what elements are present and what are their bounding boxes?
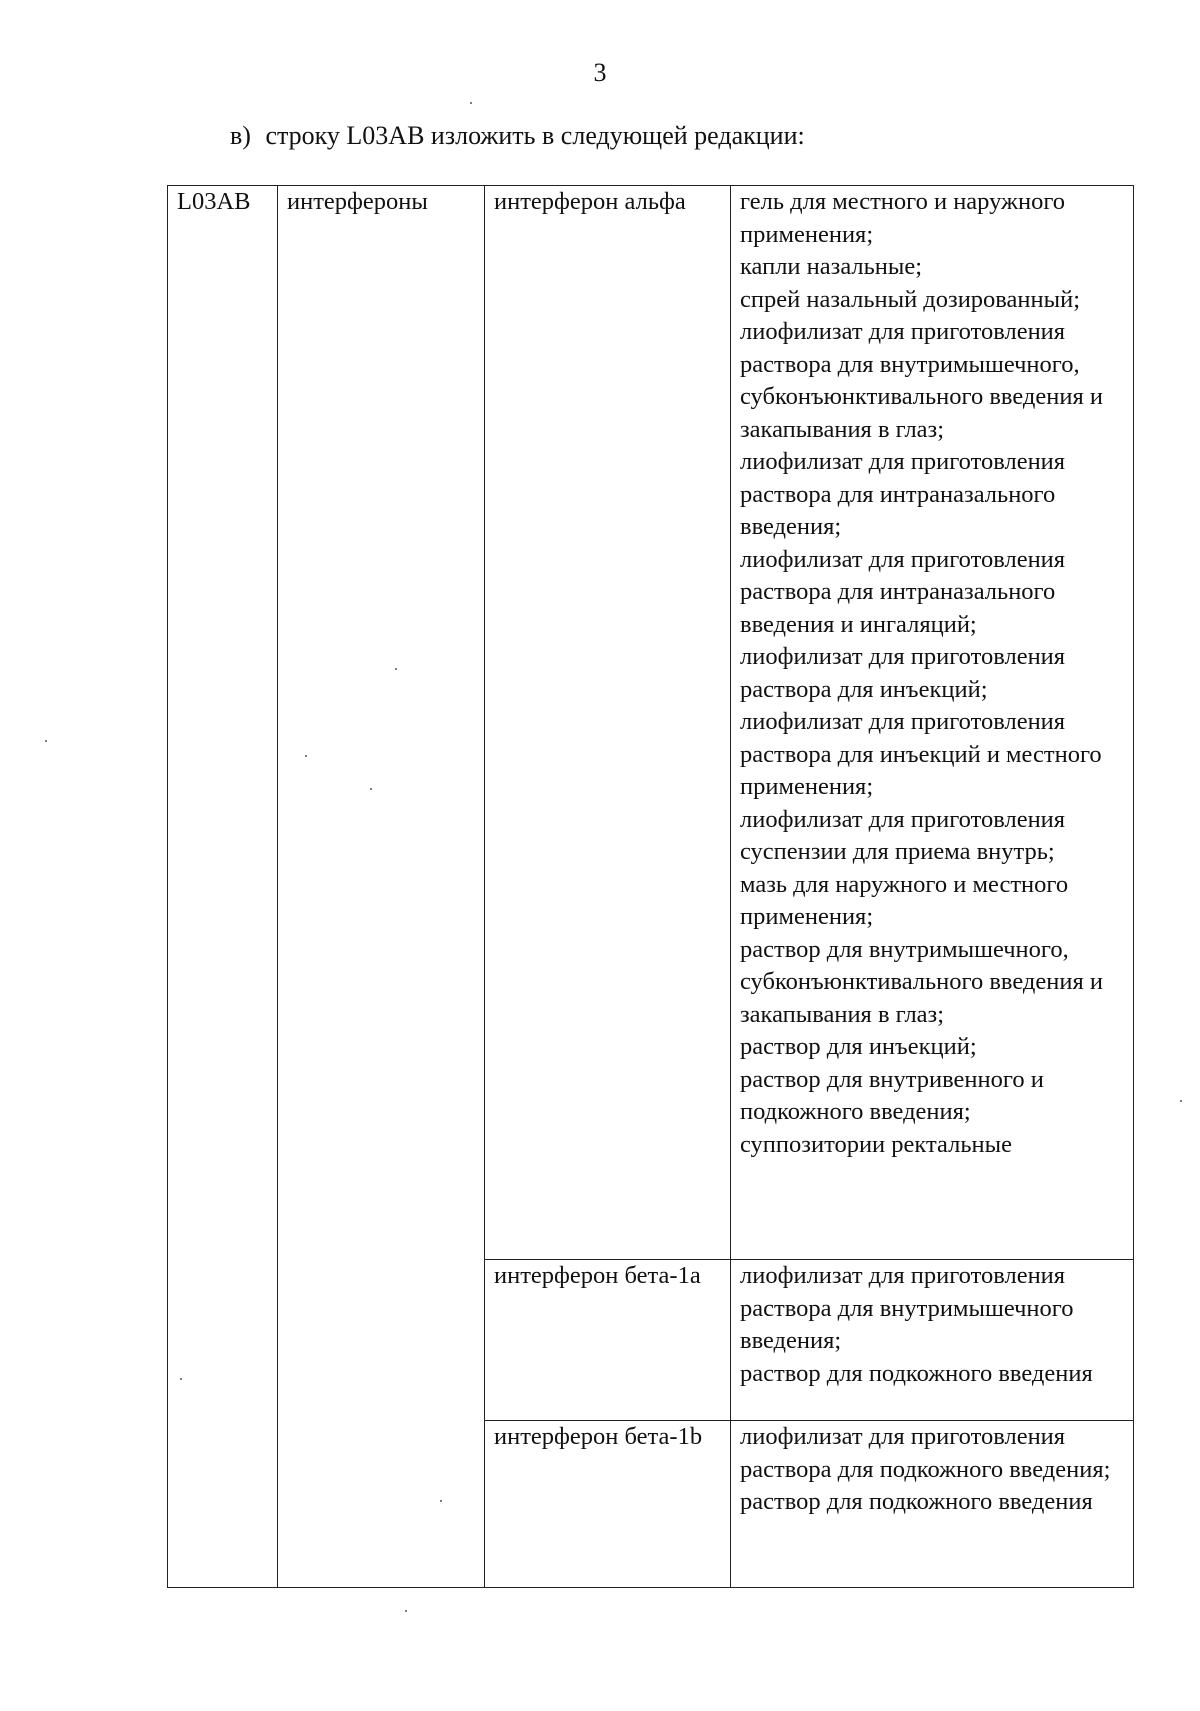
dosage-form: лиофилизат для приготовления раствора для внутримышечного введения; bbox=[740, 1262, 1074, 1354]
drug-name-cell: интерферон бета-1a bbox=[485, 1260, 731, 1421]
scan-speck bbox=[405, 1610, 407, 1612]
scan-speck bbox=[1180, 1100, 1182, 1102]
drug-name-cell: интерферон альфа bbox=[485, 186, 731, 1260]
group-name-cell: интерфероны bbox=[278, 186, 485, 1588]
dosage-form: лиофилизат для приготовления раствора для подкожного введения; bbox=[740, 1423, 1111, 1483]
scan-speck bbox=[45, 740, 47, 742]
dosage-forms-cell bbox=[731, 1421, 1134, 1588]
dosage-form: спрей назальный дозированный; bbox=[740, 285, 1081, 313]
dosage-form: лиофилизат для приготовления раствора для интраназального введения и ингаляций; bbox=[740, 545, 1066, 638]
dosage-form: раствор для подкожного введения bbox=[740, 1359, 1093, 1387]
atc-code-cell: L03AB bbox=[168, 186, 278, 1588]
dosage-form: лиофилизат для приготовления суспензии для приема внутрь; bbox=[740, 805, 1066, 865]
table-row bbox=[168, 186, 1134, 1260]
dosage-form: лиофилизат для приготовления раствора для интраназального введения; bbox=[740, 448, 1066, 540]
dosage-form: раствор для внутримышечного, субконъюнктивального введения и закапывания в глаз; bbox=[740, 935, 1103, 1028]
dosage-form: раствор для инъекций; bbox=[740, 1033, 977, 1060]
dosage-form: суппозитории ректальные bbox=[740, 1130, 1012, 1158]
scan-speck bbox=[370, 788, 372, 790]
dosage-forms-cell bbox=[731, 1260, 1134, 1421]
instruction-line bbox=[230, 120, 805, 152]
dosage-form: лиофилизат для приготовления раствора для внутримышечного, субконъюнктивального введения и закапывания в глаз; bbox=[740, 318, 1103, 443]
instruction-text: строку L03AB изложить в следующей редакции: bbox=[265, 121, 805, 150]
instruction-marker: в) bbox=[230, 121, 251, 150]
dosage-form: лиофилизат для приготовления раствора для инъекций и местного применения; bbox=[740, 708, 1102, 800]
dosage-form: раствор для подкожного введения bbox=[740, 1488, 1093, 1515]
dosage-form: капли назальные; bbox=[740, 253, 923, 280]
scan-speck bbox=[305, 755, 307, 757]
scan-speck bbox=[180, 1378, 182, 1380]
drug-table bbox=[167, 185, 1134, 1588]
dosage-form: мазь для наружного и местного применения; bbox=[740, 870, 1069, 930]
drug-name-cell: интерферон бета-1b bbox=[485, 1421, 731, 1588]
dosage-form: раствор для внутривенного и подкожного введения; bbox=[740, 1065, 1044, 1125]
page-number: 3 bbox=[593, 58, 607, 87]
dosage-forms-cell bbox=[731, 186, 1134, 1260]
scan-speck bbox=[470, 102, 472, 104]
dosage-form: лиофилизат для приготовления раствора для инъекций; bbox=[740, 643, 1066, 703]
dosage-form: гель для местного и наружного применения; bbox=[740, 188, 1066, 248]
scan-speck bbox=[395, 668, 397, 670]
scan-speck bbox=[440, 1500, 442, 1502]
